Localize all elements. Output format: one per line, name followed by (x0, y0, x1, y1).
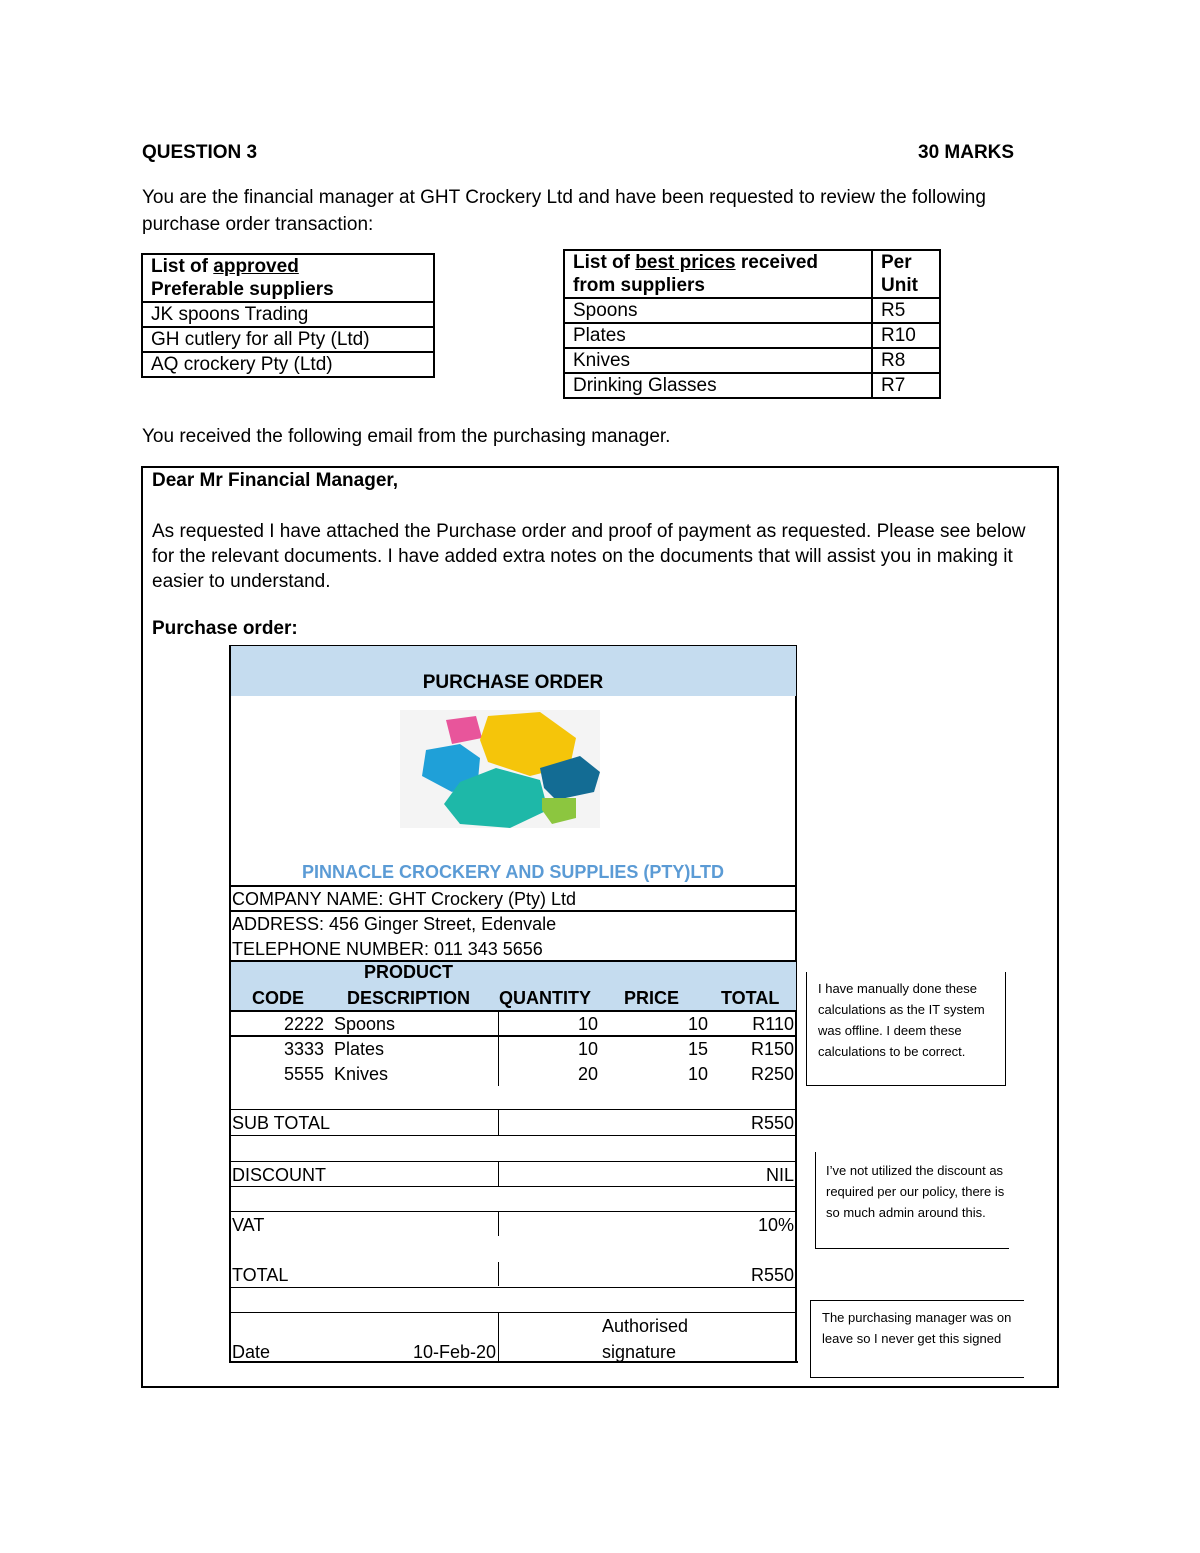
column-header-product: PRODUCT (364, 962, 453, 982)
divider (230, 1109, 796, 1110)
line-item-total: R250 (750, 1064, 794, 1084)
table-row (142, 352, 434, 377)
price-cell: R8 (872, 348, 940, 373)
header-text: Unit (881, 275, 918, 296)
divider (230, 1211, 796, 1212)
question-marks: 30 MARKS (918, 142, 1015, 163)
email-intro-text: You received the following email from the purchasing manager. (142, 426, 671, 447)
date-value: 10-Feb-20 (412, 1342, 496, 1362)
discount-label: DISCOUNT (232, 1165, 326, 1185)
column-header-code: CODE (252, 988, 305, 1008)
best-prices-table (563, 249, 941, 399)
vat-value: 10% (757, 1215, 794, 1235)
column-header-quantity: QUANTITY (499, 988, 591, 1008)
subtotal-value: R550 (750, 1113, 794, 1133)
table-row (142, 302, 434, 327)
date-label: Date (232, 1342, 271, 1362)
item-cell: Spoons (564, 298, 872, 323)
header-underlined-text: approved (213, 256, 299, 277)
table-row (564, 373, 940, 398)
line-item-code: 5555 (284, 1064, 325, 1084)
divider (230, 910, 796, 912)
header-text: from suppliers (573, 275, 705, 296)
line-item-desc: Knives (334, 1064, 389, 1084)
table-row (142, 327, 434, 352)
column-header-price: PRICE (624, 988, 680, 1008)
line-item-qty: 10 (577, 1014, 598, 1034)
header-text: Per (881, 252, 912, 273)
line-item-desc: Plates (334, 1039, 385, 1059)
vat-label: VAT (232, 1215, 265, 1235)
table-header-cell (872, 250, 940, 298)
divider (498, 1010, 499, 1086)
note-calculations: I have manually done these calculations as the IT system was offline. I deem these calculations to be correct. (818, 981, 985, 1059)
table-row (564, 323, 940, 348)
note-discount: I’ve not utilized the discount as required per our policy, there is so much admin around this. (826, 1163, 1005, 1220)
total-label: TOTAL (232, 1265, 289, 1285)
company-name-line: COMPANY NAME: GHT Crockery (Pty) Ltd (232, 889, 577, 909)
table-header-cell (142, 254, 434, 302)
divider (498, 1212, 499, 1236)
header-text: List of (573, 252, 630, 273)
question-title: QUESTION 3 (142, 142, 258, 163)
supplier-name: PINNACLE CROCKERY AND SUPPLIES (PTY)LTD (301, 862, 725, 882)
telephone-line: TELEPHONE NUMBER: 011 343 5656 (232, 939, 543, 959)
divider (498, 1262, 499, 1286)
subtotal-label: SUB TOTAL (232, 1113, 331, 1133)
price-cell: R7 (872, 373, 940, 398)
line-item-desc: Spoons (334, 1014, 396, 1034)
divider (230, 1287, 796, 1288)
item-cell: Knives (564, 348, 872, 373)
table-header-cell (564, 250, 872, 298)
line-item-total: R110 (752, 1014, 794, 1034)
column-header-total: TOTAL (721, 988, 780, 1008)
divider (230, 1186, 796, 1187)
divider (230, 1035, 796, 1037)
discount-value: NIL (765, 1165, 794, 1185)
po-title: PURCHASE ORDER (422, 672, 604, 693)
item-cell: Drinking Glasses (564, 373, 872, 398)
company-logo (400, 710, 600, 828)
table-header-row (142, 254, 434, 302)
line-item-qty: 20 (577, 1064, 598, 1084)
header-underlined-text: best prices (635, 252, 736, 273)
divider (498, 1110, 499, 1135)
divider (498, 1313, 499, 1363)
table-row (564, 298, 940, 323)
purchase-order-heading: Purchase order: (152, 618, 298, 639)
supplier-cell: AQ crockery Pty (Ltd) (142, 352, 434, 377)
address-line: ADDRESS: 456 Ginger Street, Edenvale (232, 914, 557, 934)
line-item-total: R150 (750, 1039, 794, 1059)
line-item-qty: 10 (577, 1039, 598, 1059)
divider (230, 885, 796, 887)
price-cell: R5 (872, 298, 940, 323)
price-cell: R10 (872, 323, 940, 348)
header-text: Preferable suppliers (151, 279, 334, 300)
divider (498, 1162, 499, 1186)
line-item-code: 3333 (284, 1039, 325, 1059)
question-intro: You are the financial manager at GHT Crockery Ltd and have been requested to review the following purchase order transaction: (142, 187, 986, 235)
logo-stones-icon (400, 710, 600, 828)
header-text: received (740, 252, 819, 273)
line-item-price: 10 (687, 1014, 708, 1034)
email-body: As requested I have attached the Purchase order and proof of payment as requested. Please see below for the relevant documents. I have added extra notes on the documents that will assist you in making it easier to understand. (152, 521, 1026, 592)
signature-label: Authorised (602, 1316, 689, 1336)
total-value: R550 (750, 1265, 794, 1285)
line-item-price: 10 (687, 1064, 708, 1084)
email-greeting: Dear Mr Financial Manager, (152, 470, 399, 491)
divider (230, 1361, 798, 1363)
item-cell: Plates (564, 323, 872, 348)
table-header-row (564, 250, 940, 298)
supplier-cell: GH cutlery for all Pty (Ltd) (142, 327, 434, 352)
signature-label: signature (602, 1342, 677, 1362)
divider (230, 1161, 796, 1162)
line-item-code: 2222 (284, 1014, 325, 1034)
divider (229, 645, 231, 1363)
approved-suppliers-table (141, 253, 435, 378)
supplier-cell: JK spoons Trading (142, 302, 434, 327)
divider (230, 960, 796, 962)
divider (230, 1135, 796, 1136)
header-text: List of (151, 256, 208, 277)
note-signature: The purchasing manager was on leave so I never get this signed (822, 1310, 1012, 1346)
table-row (564, 348, 940, 373)
divider (230, 1312, 796, 1313)
divider (230, 1010, 796, 1012)
column-header-description: DESCRIPTION (347, 988, 471, 1008)
line-item-price: 15 (687, 1039, 708, 1059)
